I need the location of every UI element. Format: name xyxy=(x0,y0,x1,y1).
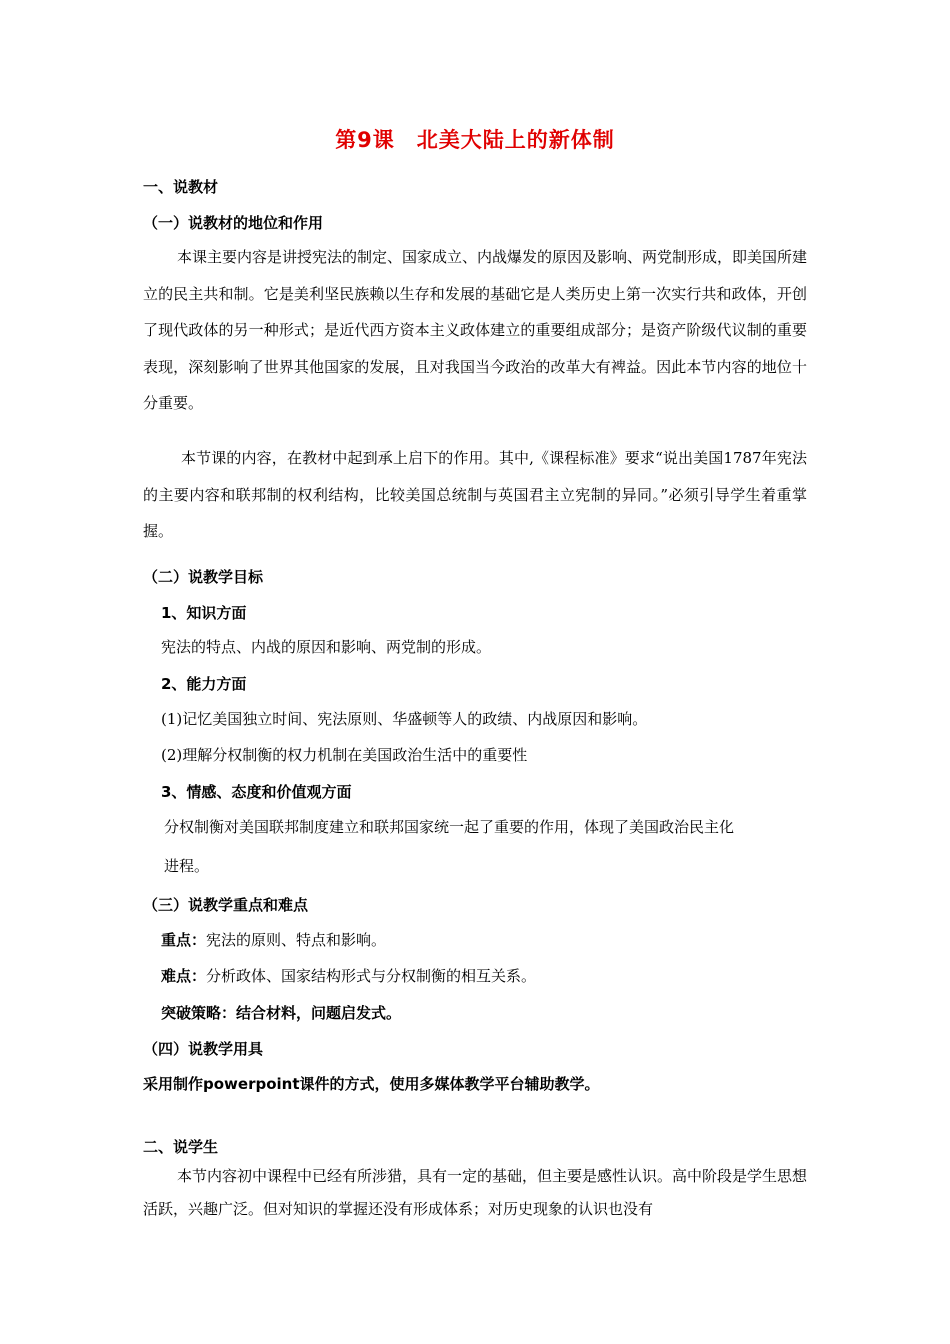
key-point-text: 宪法的原则、特点和影响。 xyxy=(206,931,387,949)
subsection-heading-2: （二）说教学目标 xyxy=(143,568,264,586)
paragraph-students: 本节内容初中课程中已经有所涉猎，具有一定的基础，但主要是感性认识。高中阶段是学生思想活跃，兴趣广泛。但对知识的掌握还没有形成体系；对历史现象的认识也没有 xyxy=(143,1167,808,1218)
emotion-text-line-1: 分权制衡对美国联邦制度建立和联邦国家统一起了重要的作用，体现了美国政治民主化 xyxy=(164,818,735,836)
section-heading-2: 二、说学生 xyxy=(143,1138,219,1156)
paragraph-position-role: 本课主要内容是讲授宪法的制定、国家成立、内战爆发的原因及影响、两党制形成，即美国所建立的民主共和制。它是美利坚民族赖以生存和发展的基础它是人类历史上第一次实行共和政体，开创了现代政体的另一种形式；是近代西方资本主义政体建立的重要组成部分；是资产阶级代议制的重要表现，深刻影响了世界其他国家的发展，且对我国当今政治的改革大有裨益。因此本节内容的地位十分重要。 xyxy=(143,248,808,413)
document-title: 第9课 北美大陆上的新体制 xyxy=(335,128,615,152)
strategy-line: 突破策略：结合材料，问题启发式。 xyxy=(161,1004,402,1022)
ability-heading: 2、能力方面 xyxy=(161,675,247,693)
teaching-tools-text: 采用制作powerpoint课件的方式，使用多媒体教学平台辅助教学。 xyxy=(143,1075,600,1093)
difficult-point-label: 难点： xyxy=(161,967,207,985)
section-heading-1: 一、说教材 xyxy=(143,178,219,196)
paragraph-bridging-role: 本节课的内容，在教材中起到承上启下的作用。其中,《课程标准》要求“说出美国1787年宪法的主要内容和联邦制的权利结构，比较美国总统制与英国君主立宪制的异同。”必须引导学生着重掌握。 xyxy=(143,449,807,541)
ability-item-2: (2)理解分权制衡的权力机制在美国政治生活中的重要性 xyxy=(161,746,528,764)
knowledge-heading: 1、知识方面 xyxy=(161,604,247,622)
knowledge-text: 宪法的特点、内战的原因和影响、两党制的形成。 xyxy=(161,638,492,656)
difficult-point-text: 分析政体、国家结构形式与分权制衡的相互关系。 xyxy=(206,967,537,985)
difficult-point-line xyxy=(161,966,536,986)
key-point-label: 重点： xyxy=(161,931,207,949)
emotion-text-line-2: 进程。 xyxy=(164,857,210,875)
subsection-heading-1: （一）说教材的地位和作用 xyxy=(143,214,324,232)
subsection-heading-4: （四）说教学用具 xyxy=(143,1040,264,1058)
key-point-line xyxy=(161,930,386,950)
emotion-heading: 3、情感、态度和价值观方面 xyxy=(161,783,352,801)
ability-item-1: (1)记忆美国独立时间、宪法原则、华盛顿等人的政绩、内战原因和影响。 xyxy=(161,710,648,728)
subsection-heading-3: （三）说教学重点和难点 xyxy=(143,896,309,914)
